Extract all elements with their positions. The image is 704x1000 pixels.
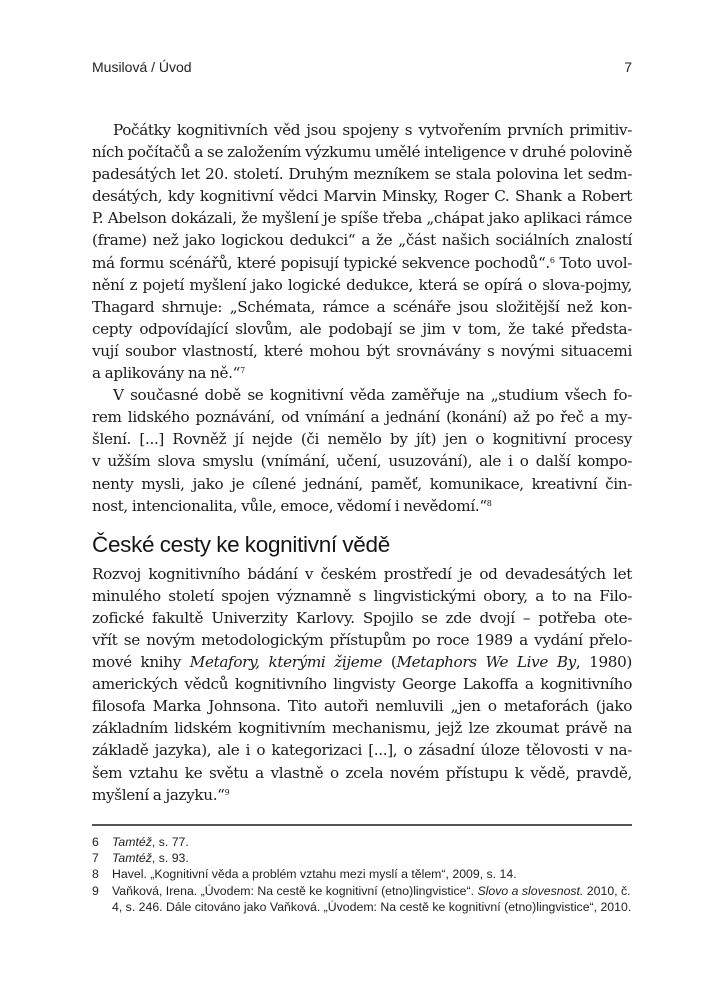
text-line: vují soubor vlastností, které mohou být srovnávány s novými situacemi bbox=[92, 341, 632, 360]
text-segment: , 1980) bbox=[575, 653, 632, 672]
text-line: rem lidského poznávání, od vnímání a jednání (konání) až po řeč a my- bbox=[92, 408, 632, 427]
paragraph-1 bbox=[92, 119, 632, 384]
footnote-number: 6 bbox=[92, 835, 99, 849]
footnote-number: 9 bbox=[92, 883, 99, 898]
text-line: Rozvoj kognitivního bádání v českém prostředí je od devadesátých let bbox=[92, 564, 632, 583]
text-line: šem vztahu ke světu a vlastně o zcela novém přístupu k vědě, pravdě, bbox=[92, 763, 632, 782]
footnote-ref-7[interactable]: 7 bbox=[240, 366, 245, 376]
text-segment: myšlení a jazyku.“ bbox=[92, 785, 225, 804]
text-segment: nost, intencionalita, vůle, emoce, vědomí i nevědomí.“ bbox=[92, 496, 487, 515]
text-segment: a aplikovány na ně.“ bbox=[92, 364, 241, 383]
text-line bbox=[92, 252, 632, 274]
running-head-title: Musilová / Úvod bbox=[92, 59, 192, 75]
running-head bbox=[92, 59, 632, 79]
text-line: Počátky kognitivních věd jsou spojeny s vytvořením prvních primitiv- bbox=[113, 121, 632, 139]
text-line: šlení. [...] Rovněž jí nejde (či nemělo by jít) jen o kognitivní procesy bbox=[92, 430, 632, 449]
footnote-number: 8 bbox=[92, 867, 99, 882]
text-line: v užším slova smyslu (vnímání, učení, usuzování), ale i o další kompo- bbox=[92, 452, 632, 471]
footnote-text: Havel. „Kognitivní věda a problém vztahu mezi myslí a tělem“, 2009, s. 14. bbox=[112, 867, 517, 882]
footnote-ref-9[interactable]: 9 bbox=[224, 787, 230, 797]
text-segment: ( bbox=[382, 653, 397, 672]
section-heading: České cesty ke kognitivní vědě bbox=[92, 531, 390, 557]
text-line bbox=[92, 495, 632, 517]
text-line: amerických vědců kognitivního lingvisty George Lakoffa a kognitivního bbox=[92, 675, 632, 694]
footnote-italic: Slovo a slovesnost. bbox=[477, 883, 584, 898]
text-line: Thagard shrnuje: „Schémata, rámce a scénáře jsou složitější než kon- bbox=[92, 297, 632, 316]
page-number: 7 bbox=[624, 59, 632, 75]
footnote-text: 2010, č. 4, s. 246. Dále citováno jako Vaňková. „Úvodem: Na cestě ke kognitivní (etno)lingvistice“, 2010. bbox=[112, 883, 632, 914]
text-line: (frame) než jako logickou dedukci“ a že „část našich sociálních znalostí bbox=[92, 231, 632, 250]
footnote-text: , s. 93. bbox=[151, 851, 189, 866]
footnote-number: 7 bbox=[92, 851, 99, 866]
text-line: desátých, kdy kognitivní vědci Marvin Minsky, Roger C. Shank a Robert bbox=[92, 187, 632, 206]
footnote-italic: Tamtéž bbox=[112, 835, 152, 849]
text-line: P. Abelson dokázali, že myšlení je spíše třeba „chápat jako aplikaci rámce bbox=[92, 209, 632, 228]
text-line: nenty mysli, jako je cílené jednání, paměť, komunikace, kreativní čin- bbox=[92, 474, 632, 493]
footnote-7 bbox=[92, 850, 632, 866]
text-line: základě jazyka), ale i o kategorizaci [...], o zásadní úloze tělovosti v na- bbox=[92, 741, 632, 760]
text-line: filosofa Marka Johnsona. Tito autoři nemluvili „jen o metaforách (jako bbox=[92, 697, 632, 716]
footnote-text: Vaňková, Irena. „Úvodem: Na cestě ke kognitivní (etno)lingvistice“. bbox=[112, 883, 478, 898]
text-line: nění z pojetí myšlení jako logické dedukce, která se opírá o slova-pojmy, bbox=[92, 275, 632, 294]
text-line bbox=[92, 784, 632, 806]
footnote-divider bbox=[92, 824, 632, 826]
text-line: cepty odpovídající slovům, ale podobají se jim v tom, že také předsta- bbox=[92, 319, 632, 338]
footnote-9 bbox=[92, 883, 632, 915]
text-line: V současné době se kognitivní věda zaměřuje na „studium všech fo- bbox=[113, 386, 632, 405]
text-line: padesátých let 20. století. Druhým mezníkem se stala polovina let sedm- bbox=[92, 165, 632, 184]
footnote-ref-6[interactable]: 6 bbox=[549, 255, 555, 265]
footnote-8 bbox=[92, 866, 632, 882]
text-line: ních počítačů a se založením výzkumu umělé inteligence v druhé polovině bbox=[92, 143, 632, 162]
body-text bbox=[92, 119, 632, 806]
text-segment: má formu scénářů, které popisují typické sekvence pochodů“. bbox=[92, 253, 550, 272]
text-line: minulého století spojen významně s lingvistickými obory, a to na Filo- bbox=[92, 586, 632, 605]
text-line bbox=[92, 651, 632, 673]
footnotes bbox=[92, 834, 632, 915]
text-line bbox=[92, 362, 632, 384]
book-title-en: Metaphors We Live By bbox=[396, 653, 576, 672]
text-segment: Toto uvol- bbox=[554, 253, 633, 272]
text-line: vřít se novým metodologickým přístupům po roce 1989 a vydání přelo- bbox=[92, 630, 632, 649]
footnote-6 bbox=[92, 834, 632, 850]
book-title-cz: Metafory, kterými žijeme bbox=[189, 653, 383, 672]
paragraph-3 bbox=[92, 563, 632, 806]
paragraph-2 bbox=[92, 384, 632, 517]
text-line: zofické fakultě Univerzity Karlovy. Spojilo se zde dvojí – potřeba ote- bbox=[92, 608, 632, 627]
text-line: základním lidském kognitivním mechanismu, jejž lze zkoumat právě na bbox=[92, 719, 632, 738]
footnote-italic: Tamtéž bbox=[112, 851, 152, 866]
footnote-text: , s. 77. bbox=[151, 835, 189, 849]
footnote-ref-8[interactable]: 8 bbox=[486, 498, 492, 508]
text-segment: mové knihy bbox=[92, 653, 190, 672]
